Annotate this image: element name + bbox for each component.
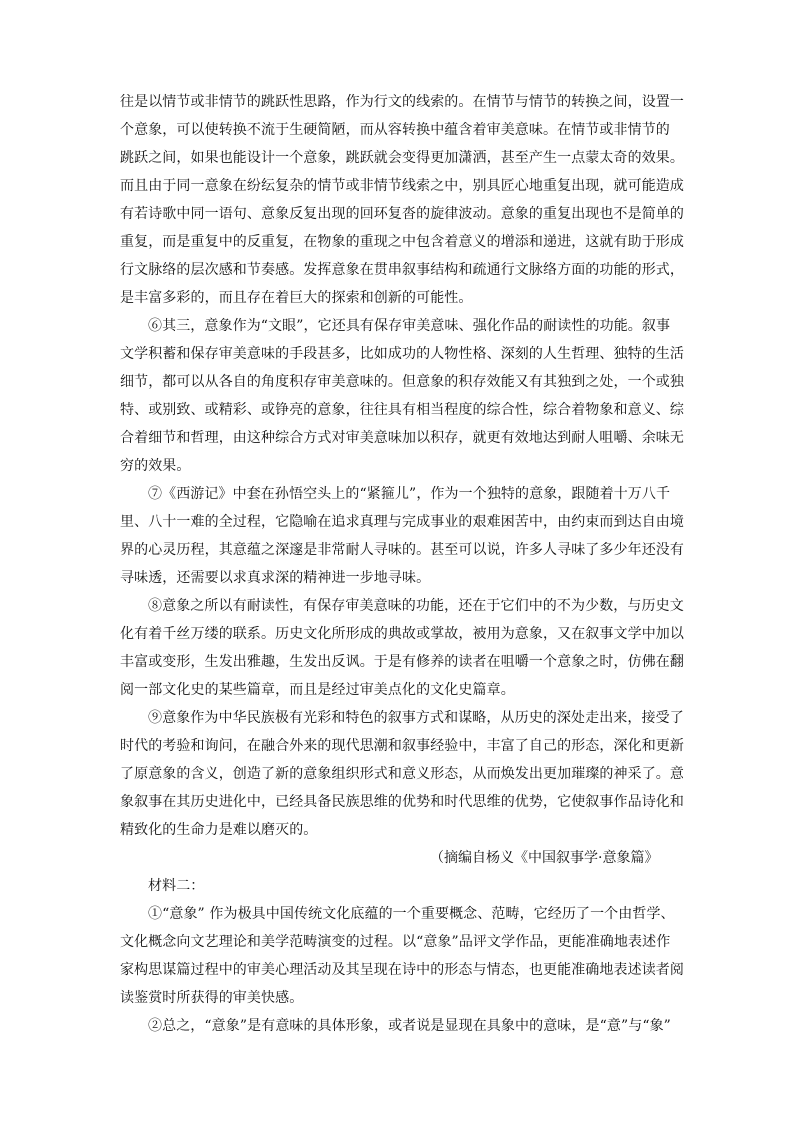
text-line: 寻味透，还需要以求真求深的精神进一步地寻味。 [120,570,431,586]
text-line: 有若诗歌中同一语句、意象反复出现的回环复沓的旋律波动。意象的重复出现也不是简单的 [120,206,684,222]
paragraph-6-first-line: ⑥其三，意象作为“文眼”，它还具有保存审美意味、强化作品的耐读性的功能。叙事 [148,318,671,334]
text-line: 是丰富多彩的，而且存在着巨大的探索和创新的可能性。 [120,290,473,306]
material2-paragraph-1-first-line: ①“意象” 作为极具中国传统文化底蕴的一个重要概念、范畴，它经历了一个由哲学、 [148,906,675,922]
text-line: 时代的考验和询问，在融合外来的现代思潮和叙事经验中，丰富了自己的形态，深化和更新 [120,738,684,754]
text-line: 精致化的生命力是难以磨灭的。 [120,822,318,838]
text-line: 象叙事在其历史进化中，已经具备民族思维的优势和时代思维的优势，它使叙事作品诗化和 [120,794,684,810]
text-line: 丰富或变形，生发出雅趣，生发出反讽。于是有修养的读者在咀嚼一个意象之时，仿佛在翻 [120,654,684,670]
text-line: 了原意象的含义，创造了新的意象组织形式和意义形态，从而焕发出更加璀璨的神采了。意 [120,766,684,782]
text-line: 细节，都可以从各自的角度积存审美意味的。但意象的积存效能又有其独到之处，一个或独 [120,374,684,390]
text-line: 往是以情节或非情节的跳跃性思路，作为行文的线索的。在情节与情节的转换之间，设置一 [120,94,684,110]
text-line: 化有着千丝万缕的联系。历史文化所形成的典故或掌故，被用为意象，又在叙事文学中加以 [120,626,684,642]
material2-heading: 材料二： [148,878,205,894]
text-line: 界的心灵历程，其意蕴之深邃是非常耐人寻味的。甚至可以说，许多人寻味了多少年还没有 [120,542,684,558]
text-line: 阅一部文化史的某些篇章，而且是经过审美点化的文化史篇章。 [120,682,515,698]
text-line: 穷的效果。 [120,458,191,474]
text-line: 文化概念向文艺理论和美学范畴演变的过程。以“意象”品评文学作品，更能准确地表述作 [120,934,671,950]
text-line: 个意象，可以使转换不流于生硬简陋，而从容转换中蕴含着审美意味。在情节或非情节的 [120,122,670,138]
text-line: 里、八十一难的全过程，它隐喻在追求真理与完成事业的艰难困苦中，由约束而到达自由境 [120,514,684,530]
text-line: 而且由于同一意象在纷纭复杂的情节或非情节线索之中，别具匠心地重复出现，就可能造成 [120,178,684,194]
paragraph-8-first-line: ⑧意象之所以有耐读性，有保存审美意味的功能，还在于它们中的不为少数，与历史文 [148,598,684,614]
text-line: 合着细节和哲理，由这种综合方式对审美意味加以积存，就更有效地达到耐人咀嚼、余味无 [120,430,684,446]
material2-paragraph-2-first-line: ②总之，“意象”是有意味的具体形象，或者说是显现在具象中的意味，是“意”与“象” [148,1018,671,1034]
text-line: 读鉴赏时所获得的审美快感。 [120,990,304,1006]
text-line: 重复，而是重复中的反重复，在物象的重现之中包含着意义的增添和递进，这就有助于形成 [120,234,684,250]
text-line: 跳跃之间，如果也能设计一个意象，跳跃就会变得更加潇洒，甚至产生一点蒙太奇的效果。 [120,150,684,166]
text-line: 特、或别致、或精彩、或铮亮的意象，往往具有相当程度的综合性，综合着物象和意义、综 [120,402,684,418]
text-line: 家构思谋篇过程中的审美心理活动及其呈现在诗中的形态与情态，也更能准确地表述读者阅 [120,962,684,978]
text-line: 文学积蓄和保存审美意味的手段甚多，比如成功的人物性格、深刻的人生哲理、独特的生活 [120,346,684,362]
paragraph-9-first-line: ⑨意象作为中华民族极有光彩和特色的叙事方式和谋略，从历史的深处走出来，接受了 [148,710,684,726]
source-attribution: （摘编自杨义《中国叙事学·意象篇》 [430,850,659,866]
text-line: 行文脉络的层次感和节奏感。发挥意象在贯串叙事结构和疏通行文脉络方面的功能的形式， [120,262,684,278]
paragraph-7-first-line: ⑦《西游记》中套在孙悟空头上的“紧箍儿”，作为一个独特的意象，跟随着十万八千 [148,486,671,502]
